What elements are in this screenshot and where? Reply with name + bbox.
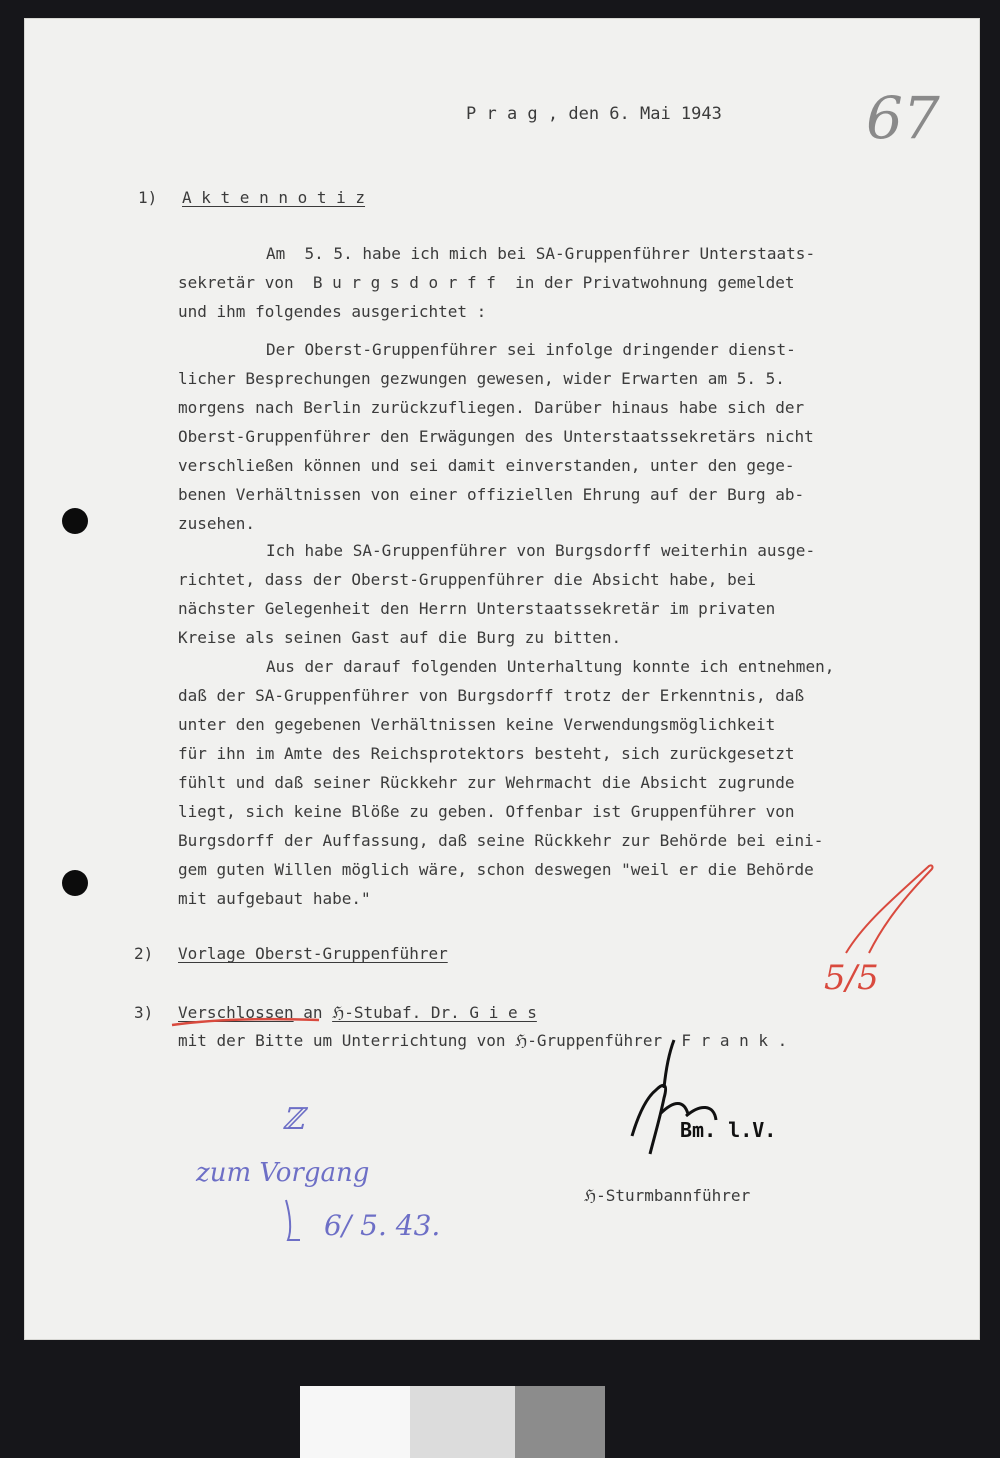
punch-hole-bottom [62,870,88,896]
ruler-light-grey-patch [410,1386,515,1458]
red-check-mark [846,865,932,953]
section-1-title: A k t e n n o t i z [182,188,366,207]
section-3-number: 3) [134,1003,154,1022]
text-line: liegt, sich keine Blöße zu geben. Offenbar ist Gruppenführer von [178,802,795,821]
text-line: unter den gegebenen Verhältnissen keine Verwendungsmöglichkeit [178,715,776,734]
text-line: daß der SA-Gruppenführer von Burgsdorff trotz der Erkenntnis, daß [178,686,805,705]
section-3-an: an [293,1003,333,1022]
text-line: fühlt und daß seiner Rückkehr zur Wehrmacht die Absicht zugrunde [178,773,795,792]
blue-annotation-text: zum Vorgang [196,1158,370,1188]
section-2-number: 2) [134,944,154,963]
punch-hole-top [62,508,88,534]
section-3-line-2: mit der Bitte um Unterrichtung von ℌ-Gruppenführer F r a n k . [178,1031,788,1050]
text-line: Am 5. 5. habe ich mich bei SA-Gruppenführer Unterstaats- [266,244,816,263]
blue-annotation-mark: ℤ [282,1102,304,1137]
text-line: morgens nach Berlin zurückzufliegen. Darüber hinaus habe sich der [178,398,805,417]
red-initials: 5/5 [824,958,879,998]
text-line: und ihm folgendes ausgerichtet : [178,302,487,321]
text-line: Burgsdorff der Auffassung, daß seine Rückkehr zur Behörde bei eini- [178,831,824,850]
document-page [24,18,980,1340]
text-line: Aus der darauf folgenden Unterhaltung konnte ich entnehmen, [266,657,835,676]
blue-annotation-date: 6/ 5. 43. [324,1209,441,1242]
text-line: mit aufgebaut habe." [178,889,371,908]
section-3-verschlossen: Verschlossen [178,1003,294,1022]
text-line: verschließen können und sei damit einverstanden, unter den gege- [178,456,795,475]
ruler-grey-patch [515,1386,605,1458]
place-date: P r a g , den 6. Mai 1943 [466,104,722,124]
text-line: nächster Gelegenheit den Herrn Unterstaatssekretär im privaten [178,599,776,618]
text-line: gem guten Willen möglich wäre, schon deswegen "weil er die Behörde [178,860,814,879]
text-line: Ich habe SA-Gruppenführer von Burgsdorff weiterhin ausge- [266,541,816,560]
text-line: Oberst-Gruppenführer den Erwägungen des Unterstaatssekretärs nicht [178,427,814,446]
text-line: zusehen. [178,514,256,533]
section-1-number: 1) [138,188,158,207]
ruler-white-patch [300,1386,410,1458]
text-line: für ihn im Amte des Reichsprotektors besteht, sich zurückgesetzt [178,744,795,763]
text-line: benen Verhältnissen von einer offiziellen Ehrung auf der Burg ab- [178,485,805,504]
section-3-recipient: ℌ-Stubaf. Dr. G i e s [332,1003,537,1022]
color-calibration-bar [300,1386,605,1458]
text-line: Der Oberst-Gruppenführer sei infolge dringender dienst- [266,340,796,359]
text-line: richtet, dass der Oberst-Gruppenführer die Absicht habe, bei [178,570,756,589]
red-underline [172,1019,319,1025]
blue-date-bracket [286,1200,300,1240]
text-line: Kreise als seinen Gast auf die Burg zu bitten. [178,628,622,647]
section-2-text: Vorlage Oberst-Gruppenführer [178,944,448,963]
text-line: licher Besprechungen gezwungen gewesen, wider Erwarten am 5. 5. [178,369,785,388]
signature-mark: Bm. l.V. [680,1118,777,1142]
text-line: sekretär von B u r g s d o r f f in der Privatwohnung gemeldet [178,273,795,292]
pencil-markings [24,18,980,1340]
folio-number: 67 [866,84,940,152]
signature-rank: ℌ-Sturmbannführer [584,1186,751,1205]
